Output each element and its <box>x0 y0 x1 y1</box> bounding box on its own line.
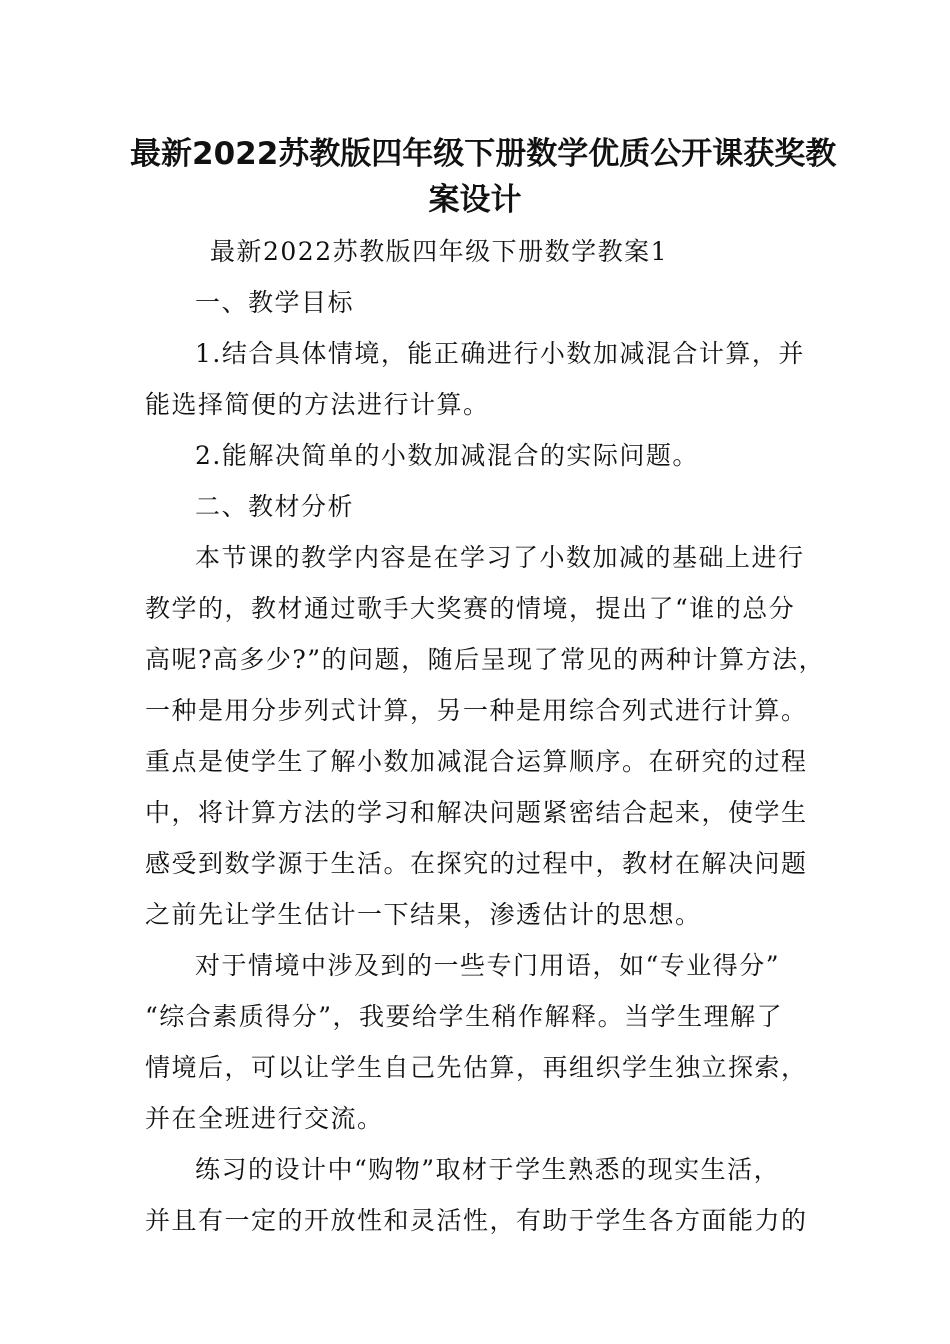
lesson-plan-subtitle: 最新2022苏教版四年级下册数学教案1 <box>210 237 669 266</box>
section-heading-teaching-goals: 一、教学目标 <box>195 288 355 317</box>
section-heading-material-analysis: 二、教材分析 <box>195 492 355 521</box>
title-line: 案设计 <box>428 182 522 218</box>
teaching-goal-2: 2.能解决简单的小数加减混合的实际问题。 <box>195 441 699 470</box>
analysis-paragraph-1: 本节课的教学内容是在学习了小数加减的基础上进行 教学的，教材通过歌手大奖赛的情境，提出了“谁的总分 高呢?高多少?”的问题，随后呈现了常见的两种计算方法， 一种是用分步列式计算，另一种是用综合列式进行计算。 重点是使学生了解小数加减混合运算顺序。在研究的过程 中，将计算方法的学习和解决问题紧密结合起来，使学生 感受到数学源于生活。在探究的过程中，教材在解决问题 之前先让学生估计一下结果，渗透估计的思想。 <box>145 543 826 929</box>
analysis-paragraph-2: 对于情境中涉及到的一些专门用语，如“专业得分” “综合素质得分”，我要给学生稍作解释。当学生理解了 情境后，可以让学生自己先估算，再组织学生独立探索， 并在全班进行交流。 <box>145 951 808 1133</box>
document-body <box>145 226 826 1246</box>
analysis-paragraph-3: 练习的设计中“购物”取材于学生熟悉的现实生活， 并且有一定的开放性和灵活性，有助于学生各方面能力的 <box>145 1155 808 1235</box>
title-line: 最新2022苏教版四年级下册数学优质公开课获奖教 <box>130 136 837 172</box>
document-title <box>130 131 837 223</box>
teaching-goal-1: 1.结合具体情境，能正确进行小数加减混合计算，并 能选择简便的方法进行计算。 <box>145 339 805 419</box>
